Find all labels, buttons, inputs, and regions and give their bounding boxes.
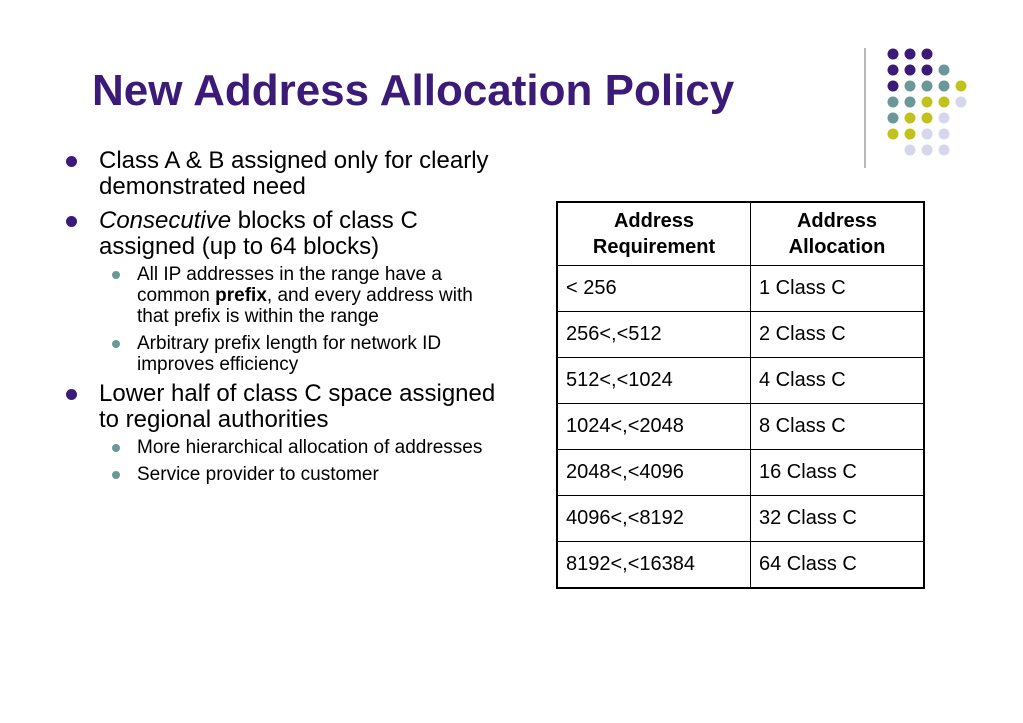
bullet-item (66, 148, 506, 200)
bullet-text: Lower half of class C space assigned to regional authorities (99, 380, 496, 433)
dot (888, 65, 899, 76)
allocation-cell: 2 Class C (751, 312, 925, 358)
dot (956, 97, 967, 108)
table-row (557, 404, 924, 450)
sub-bullet-text: More hierarchical allocation of addresses (137, 437, 483, 458)
table-row (557, 542, 924, 589)
sub-bullet-text: , and every address with that prefix is within the range (137, 285, 473, 327)
table-row (557, 266, 924, 312)
sub-bullet-item (66, 333, 506, 375)
requirement-cell: 4096<,<8192 (557, 496, 751, 542)
dot (905, 65, 916, 76)
sub-bullet-dot-icon (112, 444, 120, 452)
allocation-cell: 4 Class C (751, 358, 925, 404)
dot (888, 49, 899, 60)
table-row (557, 358, 924, 404)
header-address-allocation: Address Allocation (751, 202, 925, 266)
bullet-text-italic: Consecutive (99, 207, 232, 234)
sub-bullet-item (66, 437, 506, 458)
dot (905, 113, 916, 124)
sub-bullet-bold-text: prefix (215, 285, 267, 306)
dot (922, 81, 933, 92)
allocation-table (556, 201, 925, 589)
sub-bullet-text: All IP addresses in the range have a common (137, 264, 442, 306)
allocation-cell: 16 Class C (751, 450, 925, 496)
dot (922, 145, 933, 156)
table-row (557, 312, 924, 358)
allocation-cell: 1 Class C (751, 266, 925, 312)
slide-title: New Address Allocation Policy (92, 66, 735, 115)
bullet-dot-icon (66, 389, 77, 400)
dot (922, 65, 933, 76)
sub-bullet-item (66, 464, 506, 485)
dot (939, 81, 950, 92)
dot (939, 113, 950, 124)
dot (888, 97, 899, 108)
dot (905, 145, 916, 156)
bullet-item (66, 381, 506, 433)
header-address-requirement: Address Requirement (557, 202, 751, 266)
table-header-row (557, 202, 924, 266)
dot (956, 81, 967, 92)
requirement-cell: 1024<,<2048 (557, 404, 751, 450)
dot (888, 113, 899, 124)
dot (939, 65, 950, 76)
dot (922, 113, 933, 124)
dot (905, 129, 916, 140)
bullet-list (66, 148, 506, 491)
dot (922, 49, 933, 60)
sub-bullet-dot-icon (112, 471, 120, 479)
sub-bullet-dot-icon (112, 340, 120, 348)
sub-bullet-item (66, 264, 506, 327)
allocation-cell: 32 Class C (751, 496, 925, 542)
requirement-cell: 2048<,<4096 (557, 450, 751, 496)
dot (939, 129, 950, 140)
allocation-cell: 64 Class C (751, 542, 925, 589)
dot (922, 97, 933, 108)
requirement-cell: < 256 (557, 266, 751, 312)
dot (905, 97, 916, 108)
table-row (557, 450, 924, 496)
requirement-cell: 256<,<512 (557, 312, 751, 358)
table-row (557, 496, 924, 542)
dot (939, 97, 950, 108)
sub-bullet-dot-icon (112, 271, 120, 279)
sub-bullet-text: Arbitrary prefix length for network ID improves efficiency (137, 333, 442, 375)
bullet-text: Class A & B assigned only for clearly demonstrated need (99, 147, 489, 200)
dot (922, 129, 933, 140)
dot (905, 81, 916, 92)
allocation-cell: 8 Class C (751, 404, 925, 450)
bullet-item (66, 208, 506, 260)
dot (888, 129, 899, 140)
requirement-cell: 512<,<1024 (557, 358, 751, 404)
dot (888, 81, 899, 92)
bullet-text: blocks of class C assigned (up to 64 blocks) (99, 207, 418, 260)
requirement-cell: 8192<,<16384 (557, 542, 751, 589)
dot (905, 49, 916, 60)
dot (939, 145, 950, 156)
vertical-divider (864, 48, 866, 168)
bullet-dot-icon (66, 156, 77, 167)
bullet-dot-icon (66, 216, 77, 227)
sub-bullet-text: Service provider to customer (137, 464, 379, 485)
